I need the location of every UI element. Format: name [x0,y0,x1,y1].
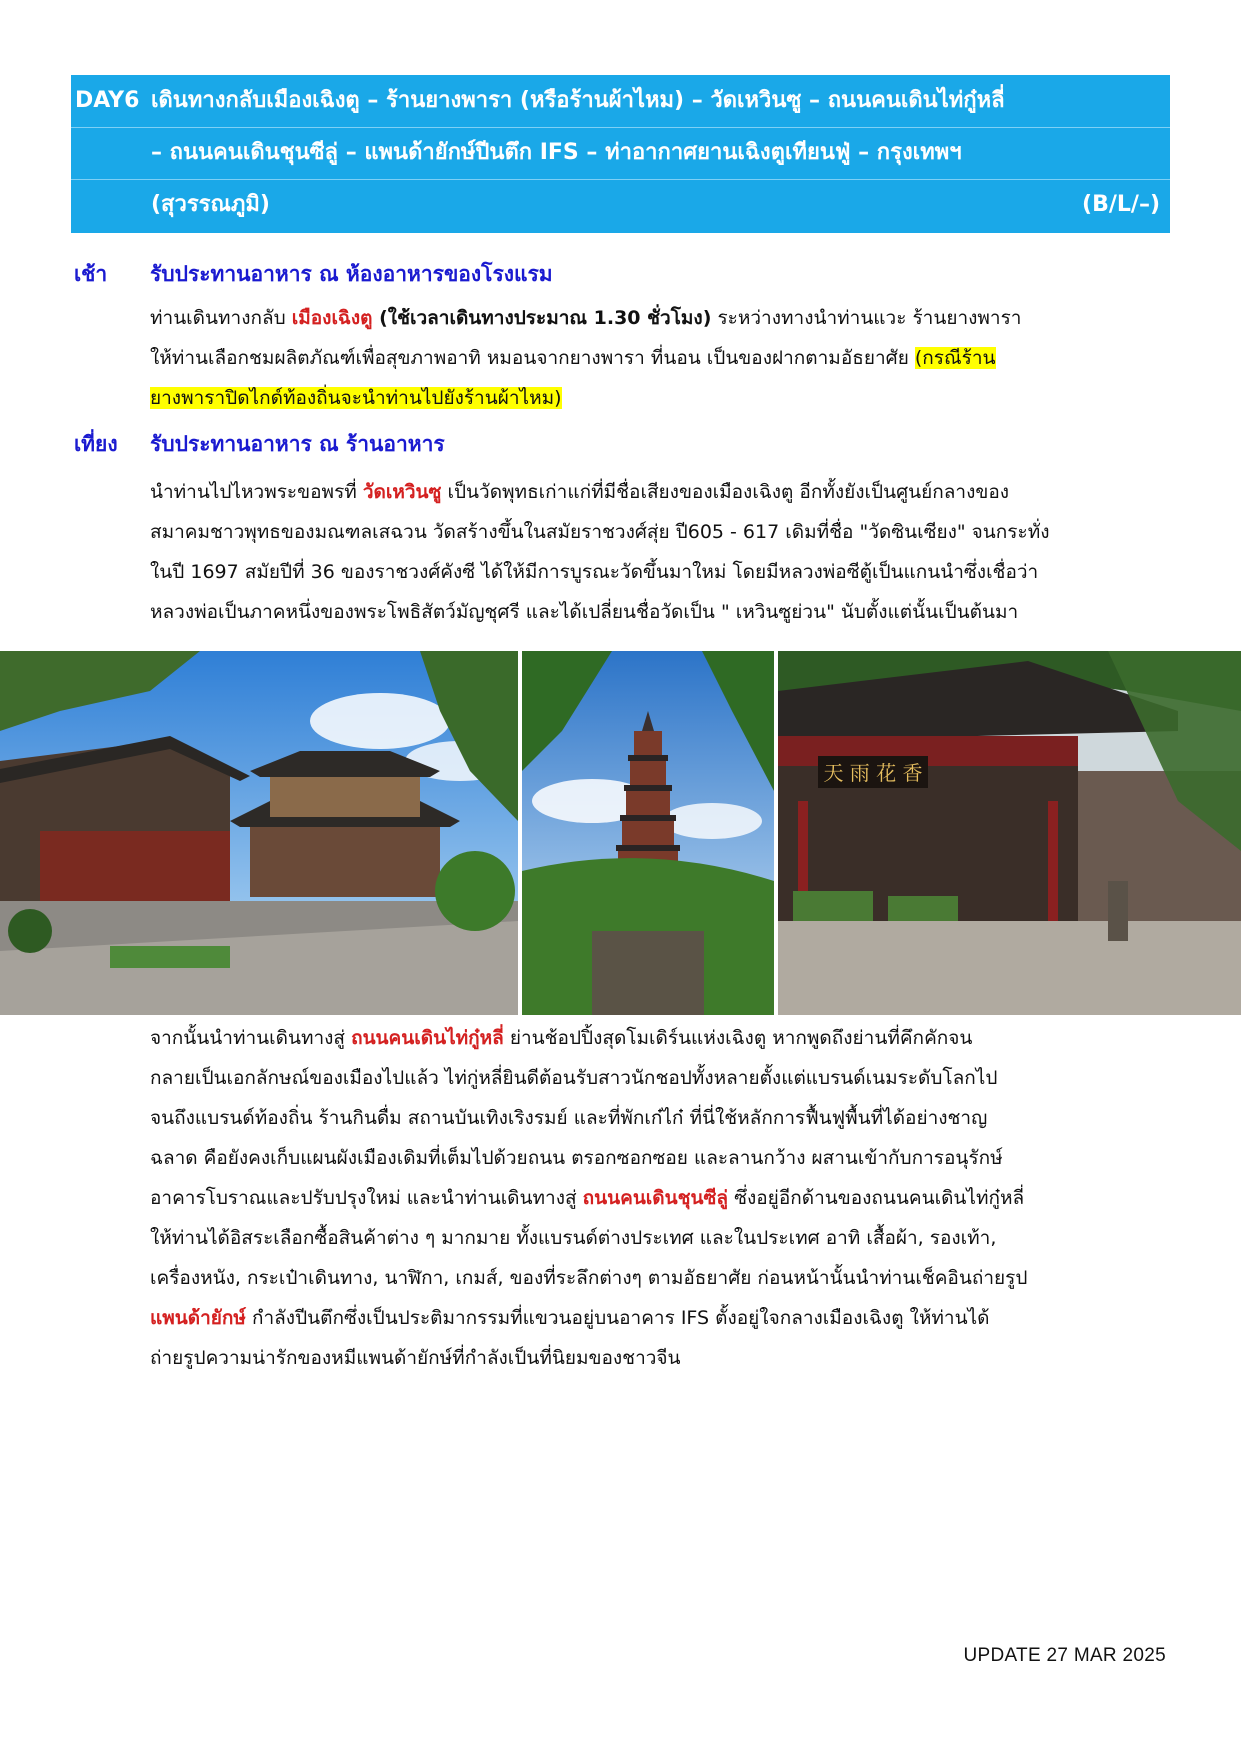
afternoon-line-1 [150,1018,1170,1058]
travel-time: (ใช้เวลาเดินทางประมาณ 1.30 ชั่วโมง) [372,307,712,329]
meal-code: (B/L/–) [1082,192,1160,217]
morning-paragraph [150,298,1170,418]
day-banner [71,75,1170,233]
banner-row-3 [71,179,1170,231]
text: เป็นวัดพุทธเก่าแก่ที่มีชื่อเสียงของเมืองเฉิงตู อีกทั้งยังเป็นศูนย์กลางของ [441,481,1010,503]
noon-line-4: หลวงพ่อเป็นภาคหนึ่งของพระโพธิสัตว์มัญชุศรี และได้เปลี่ยนชื่อวัดเป็น " เหวินซูย่วน" นับตั้งแต่นั้นเป็นต้นมา [150,601,1019,623]
pagoda-photo [522,651,774,1015]
street-highlight: ถนนคนเดินชุนซีลู่ [582,1187,729,1209]
afternoon-paragraph [150,1018,1170,1378]
afternoon-line-6: ให้ท่านได้อิสระเลือกซื้อสินค้าต่าง ๆ มากมาย ทั้งแบรนด์ต่างประเทศ และในประเทศ อาทิ เสื้อผ้า, รองเท้า, [150,1227,997,1249]
noon-meal-title: รับประทานอาหาร ณ ร้านอาหาร [150,432,445,456]
afternoon-line-3: จนถึงแบรนด์ท้องถิ่น ร้านกินดื่ม สถานบันเทิงเริงรมย์ และที่พักเก๋ไก๋ ที่นี่ใช้หลักการฟื้นฟูพื้นที่ได้อย่างชาญ [150,1107,988,1129]
update-date: UPDATE 27 MAR 2025 [963,1645,1166,1666]
morning-line-3 [150,378,1170,418]
plaque-text: 天 雨 花 香 [823,761,923,785]
text: ท่านเดินทางกลับ [150,307,292,329]
text: อาคารโบราณและปรับปรุงใหม่ และนำท่านเดินทางสู่ [150,1187,583,1209]
morning-line-1 [150,298,1170,338]
note-highlight: ยางพาราปิดไกด์ท้องถิ่นจะนำท่านไปยังร้านผ้าไหม) [150,387,562,409]
afternoon-line-5 [150,1178,1170,1218]
photo-strip [0,651,1241,1015]
text: กำลังปีนตึกซึ่งเป็นประติมากรรมที่แขวนอยู่บนอาคาร IFS ตั้งอยู่ใจกลางเมืองเฉิงตู ให้ท่านได้ [245,1307,990,1329]
afternoon-line-4: ฉลาด คือยังคงเก็บแผนผังเมืองเดิมที่เต็มไปด้วยถนน ตรอกซอกซอย และลานกว้าง ผสานเข้ากับการอนุรักษ์ [150,1147,1003,1169]
city-highlight: เมืองเฉิงตู [291,307,373,329]
afternoon-line-9: ถ่ายรูปความน่ารักของหมีแพนด้ายักษ์ที่กำลังเป็นที่นิยมของชาวจีน [150,1347,681,1369]
noon-line-3: ในปี 1697 สมัยปีที่ 36 ของราชวงศ์คังซี ได้ให้มีการบูรณะวัดขึ้นมาใหม่ โดยมีหลวงพ่อซีตู้เป็นแกนนำซึ่งเชื่อว่า [150,561,1039,583]
itinerary-line-1: เดินทางกลับเมืองเฉิงตู – ร้านยางพารา (หรือร้านผ้าไหม) – วัดเหวินซู – ถนนคนเดินไท่กู๋หลี่ [151,88,1005,113]
noon-line-1 [150,472,1170,512]
text: ซึ่งอยู่อีกด้านของถนนคนเดินไท่กู๋หลี่ [728,1187,1025,1209]
banner-row-2 [71,127,1170,180]
text: ให้ท่านเลือกชมผลิตภัณฑ์เพื่อสุขภาพอาทิ หมอนจากยางพารา ที่นอน เป็นของฝากตามอัธยาศัย [150,347,915,369]
afternoon-line-7: เครื่องหนัง, กระเป๋าเดินทาง, นาฬิกา, เกมส์, ของที่ระลึกต่างๆ ตามอัธยาศัย ก่อนหน้านั้นนำท่านเช็คอินถ่ายรูป [150,1267,1028,1289]
noon-line-2: สมาคมชาวพุทธของมณฑลเสฉวน วัดสร้างขึ้นในสมัยราชวงศ์สุ่ย ปี605 - 617 เดิมที่ชื่อ "วัดซินเซียง" จนกระทั่ง [150,521,1050,543]
morning-label: เช้า [74,262,108,286]
noon-label: เที่ยง [74,432,118,456]
morning-meal-title: รับประทานอาหาร ณ ห้องอาหารของโรงแรม [150,262,553,286]
itinerary-line-2: – ถนนคนเดินชุนซีลู่ – แพนด้ายักษ์ปีนตึก IFS – ท่าอากาศยานเฉิงตูเทียนฟู่ – กรุงเทพฯ [151,140,962,165]
banner-row-1 [71,75,1170,128]
street-highlight: ถนนคนเดินไท่กู๋หลี่ [351,1027,504,1049]
afternoon-line-8 [150,1298,1170,1338]
temple-highlight: วัดเหวินซู [362,481,442,503]
noon-paragraph [150,472,1170,632]
text: ระหว่างทางนำท่านแวะ ร้านยางพารา [711,307,1022,329]
panda-highlight: แพนด้ายักษ์ [150,1307,246,1329]
text: นำท่านไปไหวพระขอพรที่ [150,481,363,503]
afternoon-line-2: กลายเป็นเอกลักษณ์ของเมืองไปแล้ว ไท่กู่หลี่ยินดีต้อนรับสาวนักชอปทั้งหลายตั้งแต่แบรนด์เนมระดับโลกไป [150,1067,998,1089]
itinerary-line-3: (สุวรรณภูมิ) [151,192,270,217]
note-highlight: (กรณีร้าน [914,347,996,369]
temple-hall-photo [778,651,1241,1015]
text: จากนั้นนำท่านเดินทางสู่ [150,1027,352,1049]
temple-courtyard-photo [0,651,518,1015]
morning-line-2 [150,338,1170,378]
day-label: DAY6 [75,88,140,113]
text: ย่านช้อปปิ้งสุดโมเดิร์นแห่งเฉิงตู หากพูดถึงย่านที่คึกคักจน [503,1027,973,1049]
